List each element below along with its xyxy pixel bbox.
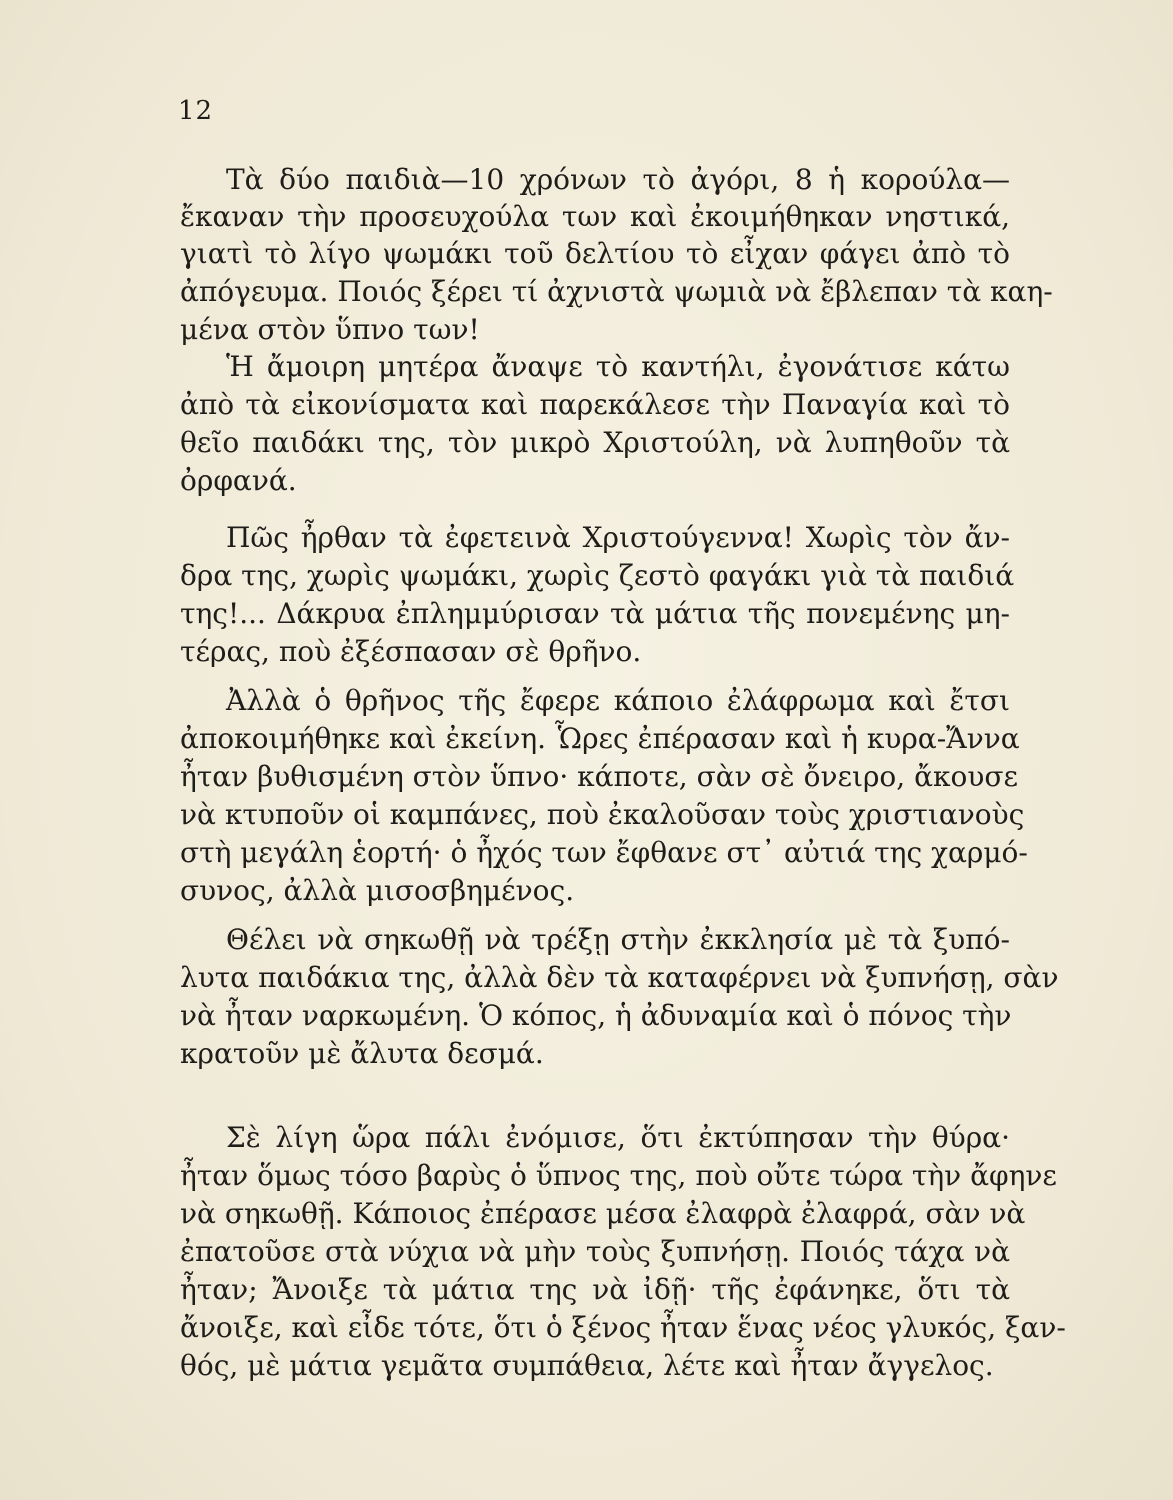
text-line: ἔκαναν τὴν προσευχούλα των καὶ ἐκοιμήθηκαν νηστικά,: [180, 200, 1010, 233]
text-line: γιατὶ τὸ λίγο ψωμάκι τοῦ δελτίου τὸ εἶχαν φάγει ἀπὸ τὸ: [180, 237, 1010, 270]
text-line: Θέλει νὰ σηκωθῇ νὰ τρέξῃ στὴν ἐκκλησία μὲ τὰ ξυπό-: [226, 923, 1010, 956]
text-line: Σὲ λίγη ὥρα πάλι ἐνόμισε, ὅτι ἐκτύπησαν τὴν θύρα·: [226, 1121, 1010, 1154]
text-line: ἐπατοῦσε στὰ νύχια νὰ μὴν τοὺς ξυπνήσῃ. Ποιός τάχα νὰ: [180, 1235, 1010, 1268]
text-line: νὰ κτυποῦν οἱ καμπάνες, ποὺ ἐκαλοῦσαν τοὺς χριστιανοὺς: [180, 798, 1025, 831]
text-line: στὴ μεγάλη ἑορτή· ὁ ἦχός των ἔφθανε στ᾿ αὐτιά της χαρμό-: [180, 836, 1028, 869]
text-line: συνος, ἀλλὰ μισοσβημένος.: [180, 874, 575, 907]
text-line: ἀποκοιμήθηκε καὶ ἐκείνη. Ὧρες ἐπέρασαν καὶ ἡ κυρα-Ἄννα: [180, 722, 1020, 755]
page-number: 12: [178, 96, 214, 126]
text-line: ἦταν; Ἄνοιξε τὰ μάτια της νὰ ἰδῇ· τῆς ἐφάνηκε, ὅτι τὰ: [180, 1273, 1010, 1306]
text-line: νὰ σηκωθῇ. Κάποιος ἐπέρασε μέσα ἐλαφρὰ ἐλαφρά, σὰν νὰ: [180, 1197, 1026, 1230]
text-line: ἦταν βυθισμένη στὸν ὕπνο· κάποτε, σὰν σὲ ὄνειρο, ἄκουσε: [180, 760, 1018, 793]
text-line: ἀπόγευμα. Ποιός ξέρει τί ἀχνιστὰ ψωμιὰ νὰ ἔβλεπαν τὰ καη-: [180, 275, 1053, 308]
text-line: ἄνοιξε, καὶ εἶδε τότε, ὅτι ὁ ξένος ἦταν ἕνας νέος γλυκός, ξαν-: [180, 1311, 1066, 1344]
text-line: μένα στὸν ὕπνο των!: [180, 313, 480, 346]
text-line: λυτα παιδάκια της, ἀλλὰ δὲν τὰ καταφέρνει νὰ ξυπνήσῃ, σὰν: [180, 961, 1059, 994]
text-line: τέρας, ποὺ ἐξέσπασαν σὲ θρῆνο.: [180, 635, 642, 668]
text-line: της!... Δάκρυα ἐπλημμύρισαν τὰ μάτια τῆς πονεμένης μη-: [180, 597, 1010, 630]
text-line: ὀρφανά.: [180, 464, 297, 497]
text-line: ἦταν ὅμως τόσο βαρὺς ὁ ὕπνος της, ποὺ οὔτε τώρα τὴν ἄφηνε: [180, 1159, 1057, 1192]
text-line: Ἡ ἄμοιρη μητέρα ἄναψε τὸ καντήλι, ἐγονάτισε κάτω: [226, 350, 1010, 383]
text-line: Ἀλλὰ ὁ θρῆνος τῆς ἔφερε κάποιο ἐλάφρωμα καὶ ἔτσι: [226, 684, 1010, 717]
text-line: θεῖο παιδάκι της, τὸν μικρὸ Χριστούλη, νὰ λυπηθοῦν τὰ: [180, 426, 1010, 459]
text-line: δρα της, χωρὶς ψωμάκι, χωρὶς ζεστὸ φαγάκι γιὰ τὰ παιδιά: [180, 559, 1015, 592]
text-line: κρατοῦν μὲ ἄλυτα δεσμά.: [180, 1037, 544, 1070]
text-line: ἀπὸ τὰ εἰκονίσματα καὶ παρεκάλεσε τὴν Παναγία καὶ τὸ: [180, 388, 1010, 421]
text-line: Τὰ δύο παιδιὰ—10 χρόνων τὸ ἀγόρι, 8 ἡ κορούλα—: [226, 163, 1010, 196]
text-line: νὰ ἦταν ναρκωμένη. Ὁ κόπος, ἡ ἀδυναμία καὶ ὁ πόνος τὴν: [180, 999, 1012, 1032]
text-line: θός, μὲ μάτια γεμᾶτα συμπάθεια, λέτε καὶ ἦταν ἄγγελος.: [180, 1349, 994, 1382]
text-line: Πῶς ἦρθαν τὰ ἐφετεινὰ Χριστούγεννα! Χωρὶς τὸν ἄν-: [226, 521, 1010, 554]
